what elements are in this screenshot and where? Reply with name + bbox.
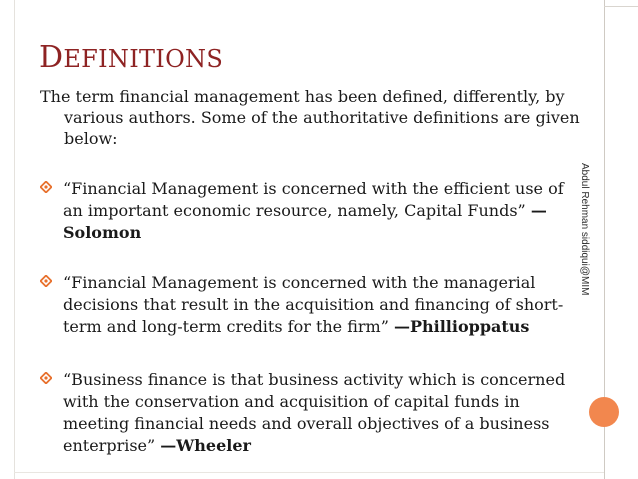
definition-item — [40, 369, 570, 457]
definition-author: — Solomon — [63, 201, 547, 242]
definition-quote: “Business finance is that business activity which is concerned with the conservation and acquisition of capital funds in meeting financial needs and overall objectives of a business enterprise” — [63, 370, 566, 455]
diamond-bullet-icon — [40, 181, 52, 193]
definition-quote: “Financial Management is concerned with the managerial decisions that result in the acquisition and financing of short-term and long-term credits for the firm” — [63, 273, 564, 336]
definition-author: —Wheeler — [160, 436, 251, 455]
left-rule — [14, 0, 15, 479]
definition-text — [63, 369, 570, 457]
bottom-rule — [14, 472, 604, 473]
intro-paragraph: The term financial management has been defined, differently, by various authors. Some of the authoritative definitions are given below: — [40, 87, 580, 148]
definition-text — [63, 178, 570, 244]
top-right-rule — [604, 6, 638, 7]
definition-quote: “Financial Management is concerned with the efficient use of an important economic resource, namely, Capital Funds” — [63, 179, 564, 220]
accent-circle — [589, 397, 619, 427]
slide-title — [39, 37, 223, 75]
definition-item — [40, 178, 570, 244]
diamond-bullet-icon — [40, 275, 52, 287]
title-initial: D — [39, 40, 64, 75]
diamond-bullet-icon — [40, 372, 52, 384]
definition-item — [40, 272, 570, 338]
definition-author: —Phillioppatus — [393, 317, 530, 336]
author-watermark: Abdul Rehman siddiqui@MIM — [579, 163, 590, 296]
title-rest: EFINITIONS — [63, 45, 224, 73]
definition-text — [63, 272, 570, 338]
